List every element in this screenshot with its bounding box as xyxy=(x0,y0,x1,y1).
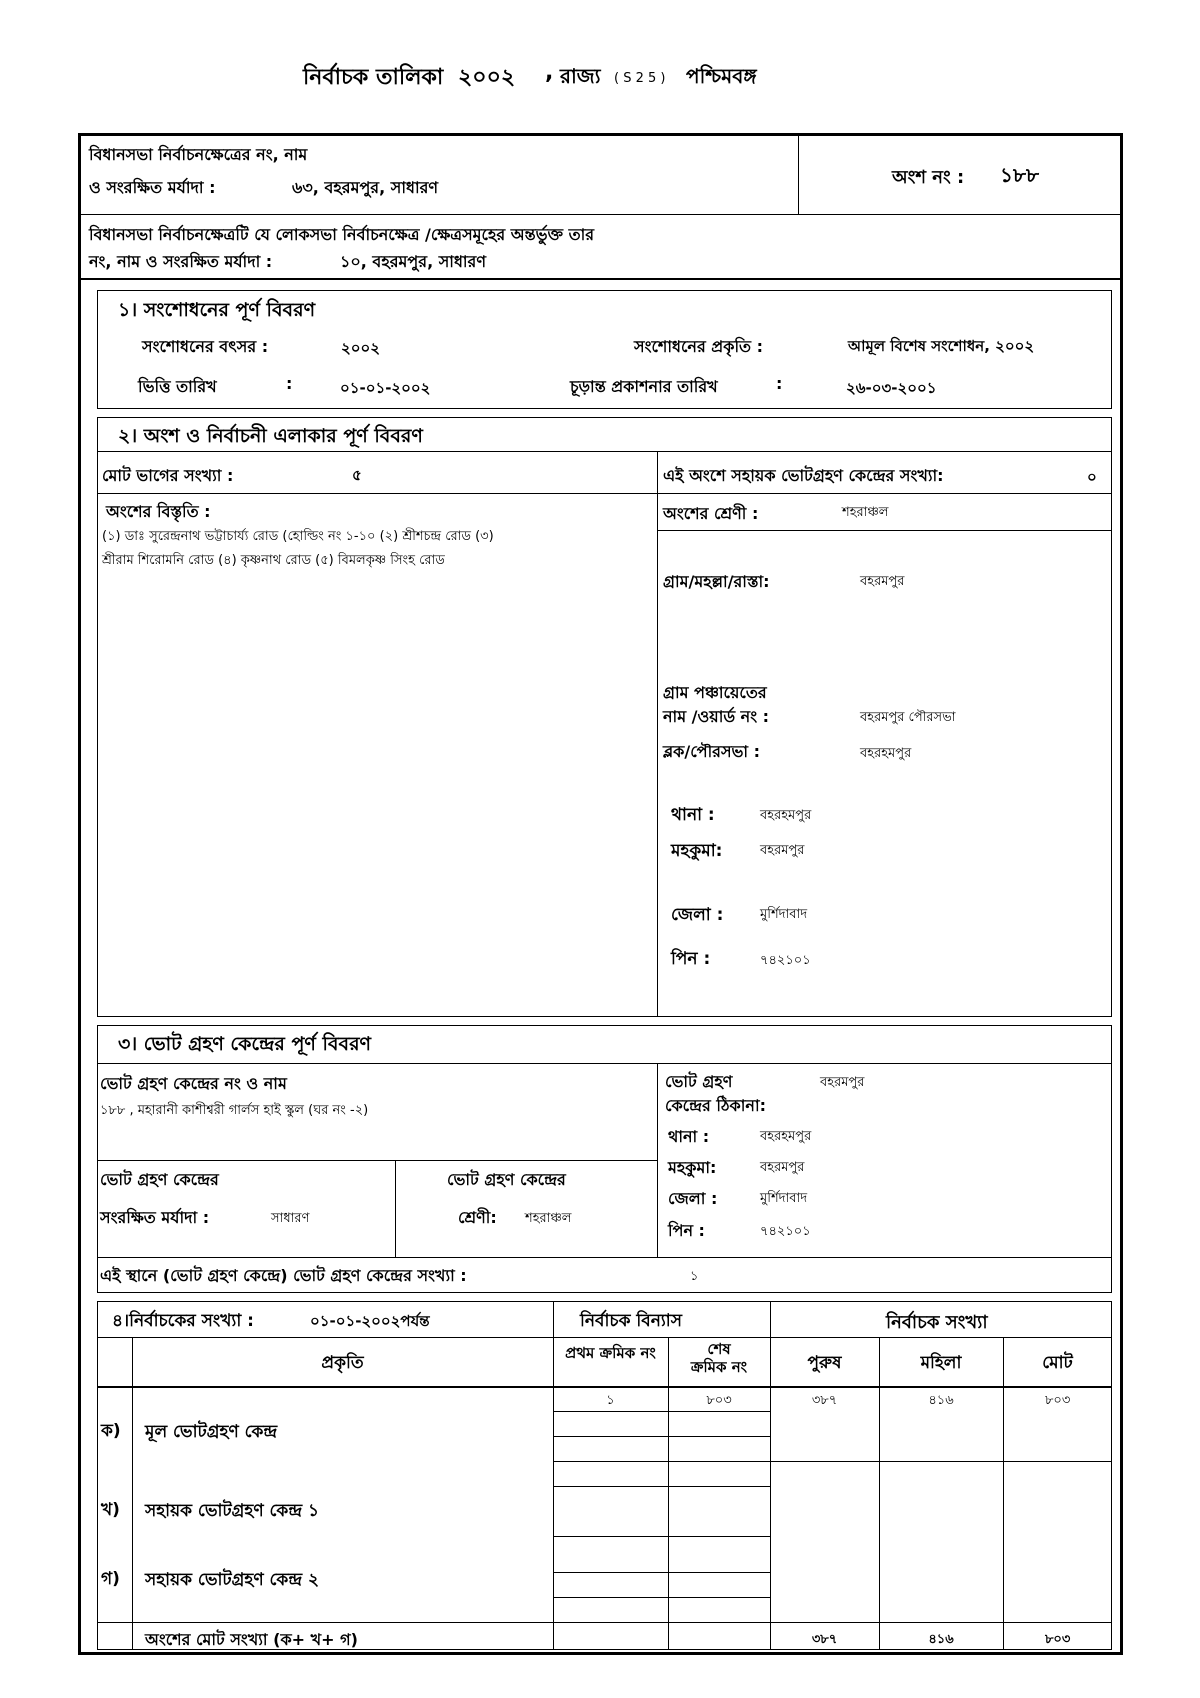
station-subdivision-label: মহকুমা: xyxy=(668,1158,717,1177)
divider xyxy=(1003,1337,1004,1650)
part-no-label: অংশ নং : xyxy=(892,167,965,188)
part-no-value: ১৮৮ xyxy=(1000,163,1039,187)
station-name-value: ১৮৮ , মহারানী কাশীশ্বরী গার্লস হাই স্কুল (ঘর নং -২) xyxy=(100,1103,369,1118)
total-row-male: ৩৮৭ xyxy=(811,1632,838,1647)
stations-here-value: ১ xyxy=(690,1269,699,1284)
pin-value: ৭৪২১০১ xyxy=(760,953,811,968)
section-3-heading: ৩। ভোট গ্রহণ কেন্দ্রের পূর্ণ বিবরণ xyxy=(118,1033,372,1055)
divider xyxy=(657,530,1112,531)
block-value: বহরহমপুর xyxy=(860,746,912,761)
thana-value: বহরহমপুর xyxy=(760,808,812,823)
divider xyxy=(97,493,1112,494)
extent-line-2: শ্রীরাম শিরোমনি রোড (৪) কৃষ্ণনাথ রোড (৫) বিমলকৃষ্ণ সিংহ রোড xyxy=(102,553,445,568)
panchayat-value: বহরমপুর পৌরসভা xyxy=(860,710,956,725)
station-type-value: শহরাঞ্চল xyxy=(525,1211,572,1226)
divider xyxy=(770,1461,1112,1462)
row-ka-female: ৪১৬ xyxy=(928,1393,954,1408)
station-type-label-line1: ভোট গ্রহণ কেন্দ্রের xyxy=(447,1170,566,1189)
base-date-value: ০১-০১-২০০২ xyxy=(340,379,431,397)
row-ka-first: ১ xyxy=(606,1393,615,1408)
part-category-value: শহরাঞ্চল xyxy=(842,505,889,520)
total-row-label: অংশের মোট সংখ্যা (ক+ খ+ গ) xyxy=(145,1630,358,1649)
panchayat-label-line1: গ্রাম পঞ্চায়েতের xyxy=(663,683,767,702)
divider xyxy=(553,1597,770,1598)
divider xyxy=(80,278,1122,280)
divider xyxy=(879,1337,880,1650)
extent-label: অংশের বিস্তৃতি : xyxy=(106,502,211,521)
col-nature: প্রকৃতি xyxy=(321,1353,364,1373)
final-pub-colon: : xyxy=(776,374,783,393)
revision-nature-label: সংশোধনের প্রকৃতি : xyxy=(634,337,763,356)
pin-label: পিন : xyxy=(671,949,711,969)
row-ka-total: ৮০৩ xyxy=(1045,1393,1071,1408)
station-district-label: জেলা : xyxy=(668,1189,718,1208)
divider xyxy=(657,1063,658,1257)
divider xyxy=(553,1461,770,1462)
col-last-serial-line2: ক্রমিক নং xyxy=(690,1358,748,1376)
row-ka-last: ৮০৩ xyxy=(706,1393,732,1408)
extent-line-1: (১) ডাঃ সুরেন্দ্রনাথ ভট্টাচার্য্য রোড (হোল্ডিং নং ১-১০ (২) শ্রীশচন্দ্র রোড (৩) xyxy=(102,529,494,544)
divider xyxy=(657,451,658,1017)
total-sections-value: ৫ xyxy=(352,466,362,484)
divider xyxy=(798,134,799,214)
divider xyxy=(553,1572,770,1573)
col-total: মোট xyxy=(1042,1353,1073,1373)
total-sections-label: মোট ভাগের সংখ্যা : xyxy=(102,466,234,485)
revision-year-label: সংশোধনের বৎসর : xyxy=(142,337,269,356)
part-category-label: অংশের শ্রেণী : xyxy=(663,504,759,523)
divider xyxy=(97,1622,1112,1623)
station-name-label: ভোট গ্রহণ কেন্দ্রের নং ও নাম xyxy=(100,1074,287,1093)
station-subdivision-value: বহরমপুর xyxy=(760,1160,805,1175)
row-ka-male: ৩৮৭ xyxy=(811,1393,838,1408)
lok-sabha-label-line1: বিধানসভা নির্বাচনক্ষেত্রটি যে লোকসভা নির্বাচনক্ষেত্র /ক্ষেত্রসমূহের অন্তর্ভুক্ত তার xyxy=(89,225,595,244)
section-4-date: ০১-০১-২০০২পর্যন্ত xyxy=(310,1312,430,1330)
panchayat-label-line2: নাম /ওয়ার্ড নং : xyxy=(663,707,770,726)
divider xyxy=(553,1486,770,1487)
assembly-label-line2: ও সংরক্ষিত মর্যাদা : xyxy=(89,178,216,197)
station-address-label-line2: কেন্দ্রের ঠিকানা: xyxy=(665,1096,766,1115)
divider xyxy=(553,1536,770,1537)
title-comma: , xyxy=(545,60,554,85)
lok-sabha-value: ১০, বহরমপুর, সাধারণ xyxy=(340,252,487,271)
row-ga-label: সহায়ক ভোটগ্রহণ কেন্দ্র ২ xyxy=(145,1570,320,1590)
row-ka-mark: ক) xyxy=(101,1421,121,1441)
station-district-value: মুর্শিদাবাদ xyxy=(760,1191,808,1206)
final-pub-value: ২৬-০৩-২০০১ xyxy=(846,379,937,397)
subdivision-label: মহকুমা: xyxy=(671,841,723,861)
subdivision-value: বহরমপুর xyxy=(760,843,805,858)
final-pub-label: চূড়ান্ত প্রকাশনার তারিখ xyxy=(570,377,718,396)
state-name: পশ্চিমবঙ্গ xyxy=(686,64,757,88)
station-thana-value: বহরহমপুর xyxy=(760,1129,812,1144)
section-3-box xyxy=(97,1025,1112,1293)
col-last-serial-line1: শেষ xyxy=(707,1340,731,1358)
section-2-heading: ২। অংশ ও নির্বাচনী এলাকার পূর্ণ বিবরণ xyxy=(118,425,423,447)
section-4-heading: ৪।নির্বাচকের সংখ্যা : xyxy=(112,1311,254,1331)
divider xyxy=(553,1436,770,1437)
row-kha-mark: খ) xyxy=(101,1500,120,1520)
base-date-label: ভিত্তি তারিখ xyxy=(138,377,217,396)
form-title: নির্বাচক তালিকা xyxy=(303,65,444,90)
row-ga-mark: গ) xyxy=(101,1569,120,1589)
state-label: রাজ্য xyxy=(560,64,601,88)
divider xyxy=(97,1063,1112,1064)
reserved-label-line1: ভোট গ্রহণ কেন্দ্রের xyxy=(100,1170,219,1189)
revision-nature-value: আমূল বিশেষ সংশোধন, ২০০২ xyxy=(848,337,1035,355)
assembly-value: ৬৩, বহরমপুর, সাধারণ xyxy=(292,178,439,197)
base-date-colon: : xyxy=(286,374,293,393)
divider xyxy=(80,214,1122,215)
reserved-value: সাধারণ xyxy=(271,1211,310,1226)
stations-here-label: এই স্থানে (ভোট গ্রহণ কেন্দ্রে) ভোট গ্রহণ কেন্দ্রের সংখ্যা : xyxy=(100,1266,467,1285)
thana-label: থানা : xyxy=(671,805,715,825)
station-pin-label: পিন : xyxy=(668,1221,705,1240)
arrangement-header: নির্বাচক বিন্যাস xyxy=(580,1311,682,1331)
divider xyxy=(395,1160,396,1257)
revision-year-value: ২০০২ xyxy=(341,339,381,357)
aux-stations-label: এই অংশে সহায়ক ভোটগ্রহণ কেন্দ্রের সংখ্যা: xyxy=(663,466,944,485)
station-address-value: বহরমপুর xyxy=(820,1075,865,1090)
block-label: ব্লক/পৌরসভা : xyxy=(663,742,761,761)
col-male: পুরুষ xyxy=(807,1353,842,1373)
district-label: জেলা : xyxy=(671,905,724,925)
divider xyxy=(97,1386,1112,1388)
village-value: বহরমপুর xyxy=(860,574,905,589)
divider xyxy=(97,1257,1112,1258)
count-header: নির্বাচক সংখ্যা xyxy=(886,1312,988,1333)
total-row-female: ৪১৬ xyxy=(928,1632,954,1647)
aux-stations-value: ০ xyxy=(1087,468,1097,486)
divider xyxy=(132,1337,133,1650)
reserved-label-line2: সংরক্ষিত মর্যাদা : xyxy=(100,1208,210,1227)
state-code: ( S 2 5 ) xyxy=(614,71,666,86)
station-type-label-line2: শ্রেণী: xyxy=(458,1208,497,1227)
assembly-label-line1: বিধানসভা নির্বাচনক্ষেত্রের নং, নাম xyxy=(89,145,308,164)
lok-sabha-label-line2: নং, নাম ও সংরক্ষিত মর্যাদা : xyxy=(89,252,273,271)
row-ka-label: মূল ভোটগ্রহণ কেন্দ্র xyxy=(145,1422,278,1442)
divider xyxy=(97,1160,657,1161)
village-label: গ্রাম/মহল্লা/রাস্তা: xyxy=(663,572,770,591)
section-1-heading: ১। সংশোধনের পূর্ণ বিবরণ xyxy=(118,299,316,321)
section-2-box xyxy=(97,417,1112,1017)
station-thana-label: থানা : xyxy=(668,1127,710,1146)
col-female: মহিলা xyxy=(920,1353,962,1373)
divider xyxy=(668,1337,669,1650)
total-row-total: ৮০৩ xyxy=(1045,1632,1071,1647)
roll-year: ২০০২ xyxy=(458,65,516,90)
row-kha-label: সহায়ক ভোটগ্রহণ কেন্দ্র ১ xyxy=(145,1501,320,1521)
col-first-serial: প্রথম ক্রমিক নং xyxy=(565,1344,656,1362)
district-value: মুর্শিদাবাদ xyxy=(760,907,808,922)
station-pin-value: ৭৪২১০১ xyxy=(760,1224,811,1239)
station-address-label-line1: ভোট গ্রহণ xyxy=(665,1072,733,1091)
